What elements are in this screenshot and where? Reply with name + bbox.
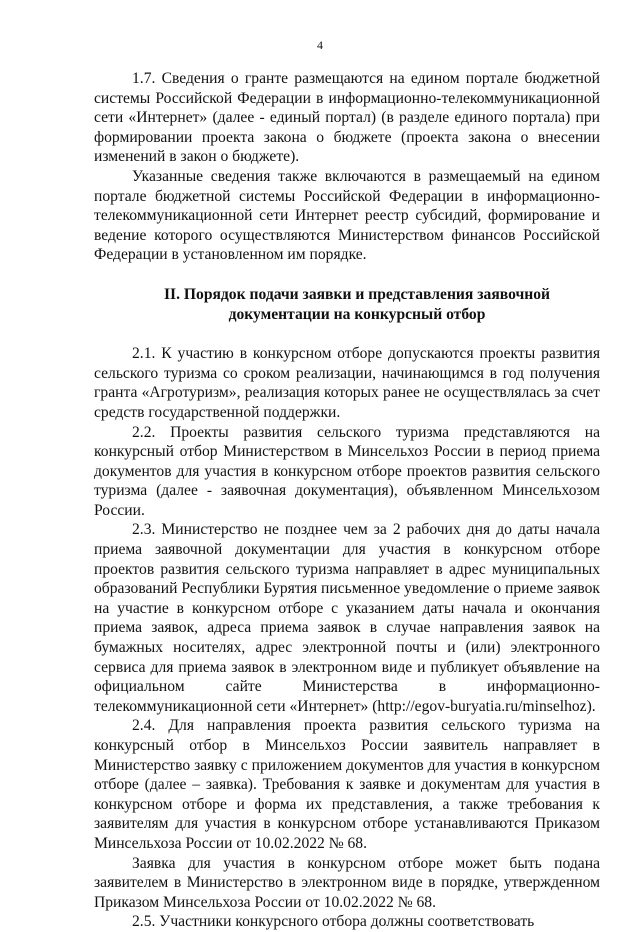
paragraph-2-5: 2.5. Участники конкурсного отбора должны соответствовать <box>132 913 535 931</box>
section-heading-line-2: документации на конкурсный отбор <box>228 305 486 323</box>
paragraph-2-3: 2.3. Министерство не позднее чем за 2 рабочих дня до даты начала приема заявочной документации для участия в конкурсном отборе проектов развития сельского туризма направляет в адрес муниципальных образований Республики Бурятия письменное уведомление о приеме заявок на участие в конкурсном отборе с указанием даты начала и окончания приема заявок, адреса приема заявок в случае направления заявок на бумажных носителях, адрес электронной почты и (или) электронного сервиса для приема заявок в электронном виде и публикует объявление на официальном сайте Министерства в информационно-телекоммуникационной сети «Интернет» (http://egov-buryatia.ru/minselhoz). <box>94 521 600 715</box>
paragraph-registry-info: Указанные сведения также включаются в размещаемый на едином портале бюджетной системы Российской Федерации в информационно-телекоммуникационной сети Интернет реестр субсидий, формирование и ведение которого осуществляются Министерством финансов Российской Федерации в установленном им порядке. <box>94 167 600 264</box>
section-heading-line-1: II. Порядок подачи заявки и представления заявочной <box>163 285 551 303</box>
paragraph-electronic-submission: Заявка для участия в конкурсном отборе может быть подана заявителем в Министерство в электронном виде в порядке, утвержденном Приказом Минсельхоза России от 10.02.2022 № 68. <box>94 854 600 911</box>
paragraph-2-4: 2.4. Для направления проекта развития сельского туризма на конкурсный отбор в Минсельхоз России заявитель направляет в Министерство заявку с приложением документов для участия в конкурсном отборе (далее – заявка). Требования к заявке и документам для участия в конкурсном отборе и форма их представления, а также требования к заявителям для участия в конкурсном отборе устанавливаются Приказом Минсельхоза России от 10.02.2022 № 68. <box>94 717 600 852</box>
document-body <box>94 69 600 932</box>
page-number: 4 <box>317 38 323 52</box>
paragraph-2-1: 2.1. К участию в конкурсном отборе допускаются проекты развития сельского туризма со сроком реализации, начинающимся в год получения гранта «Агротуризм», реализация которых ранее не осуществлялась за счет средств государственной поддержки. <box>94 345 600 421</box>
paragraph-1-7: 1.7. Сведения о гранте размещаются на едином портале бюджетной системы Российской Федерации в информационно-телекоммуникационной сети «Интернет» (далее - единый портал) (в разделе единого портала) при формировании проекта закона о бюджете (проекта закона о внесении изменений в закон о бюджете). <box>94 70 600 166</box>
paragraph-2-2: 2.2. Проекты развития сельского туризма представляются на конкурсный отбор Министерством в Минсельхоз России в период приема документов для участия в конкурсном отборе проектов развития сельского туризма (далее - заявочная документация), объявленном Минсельхозом России. <box>94 423 600 519</box>
section-heading <box>94 285 600 324</box>
